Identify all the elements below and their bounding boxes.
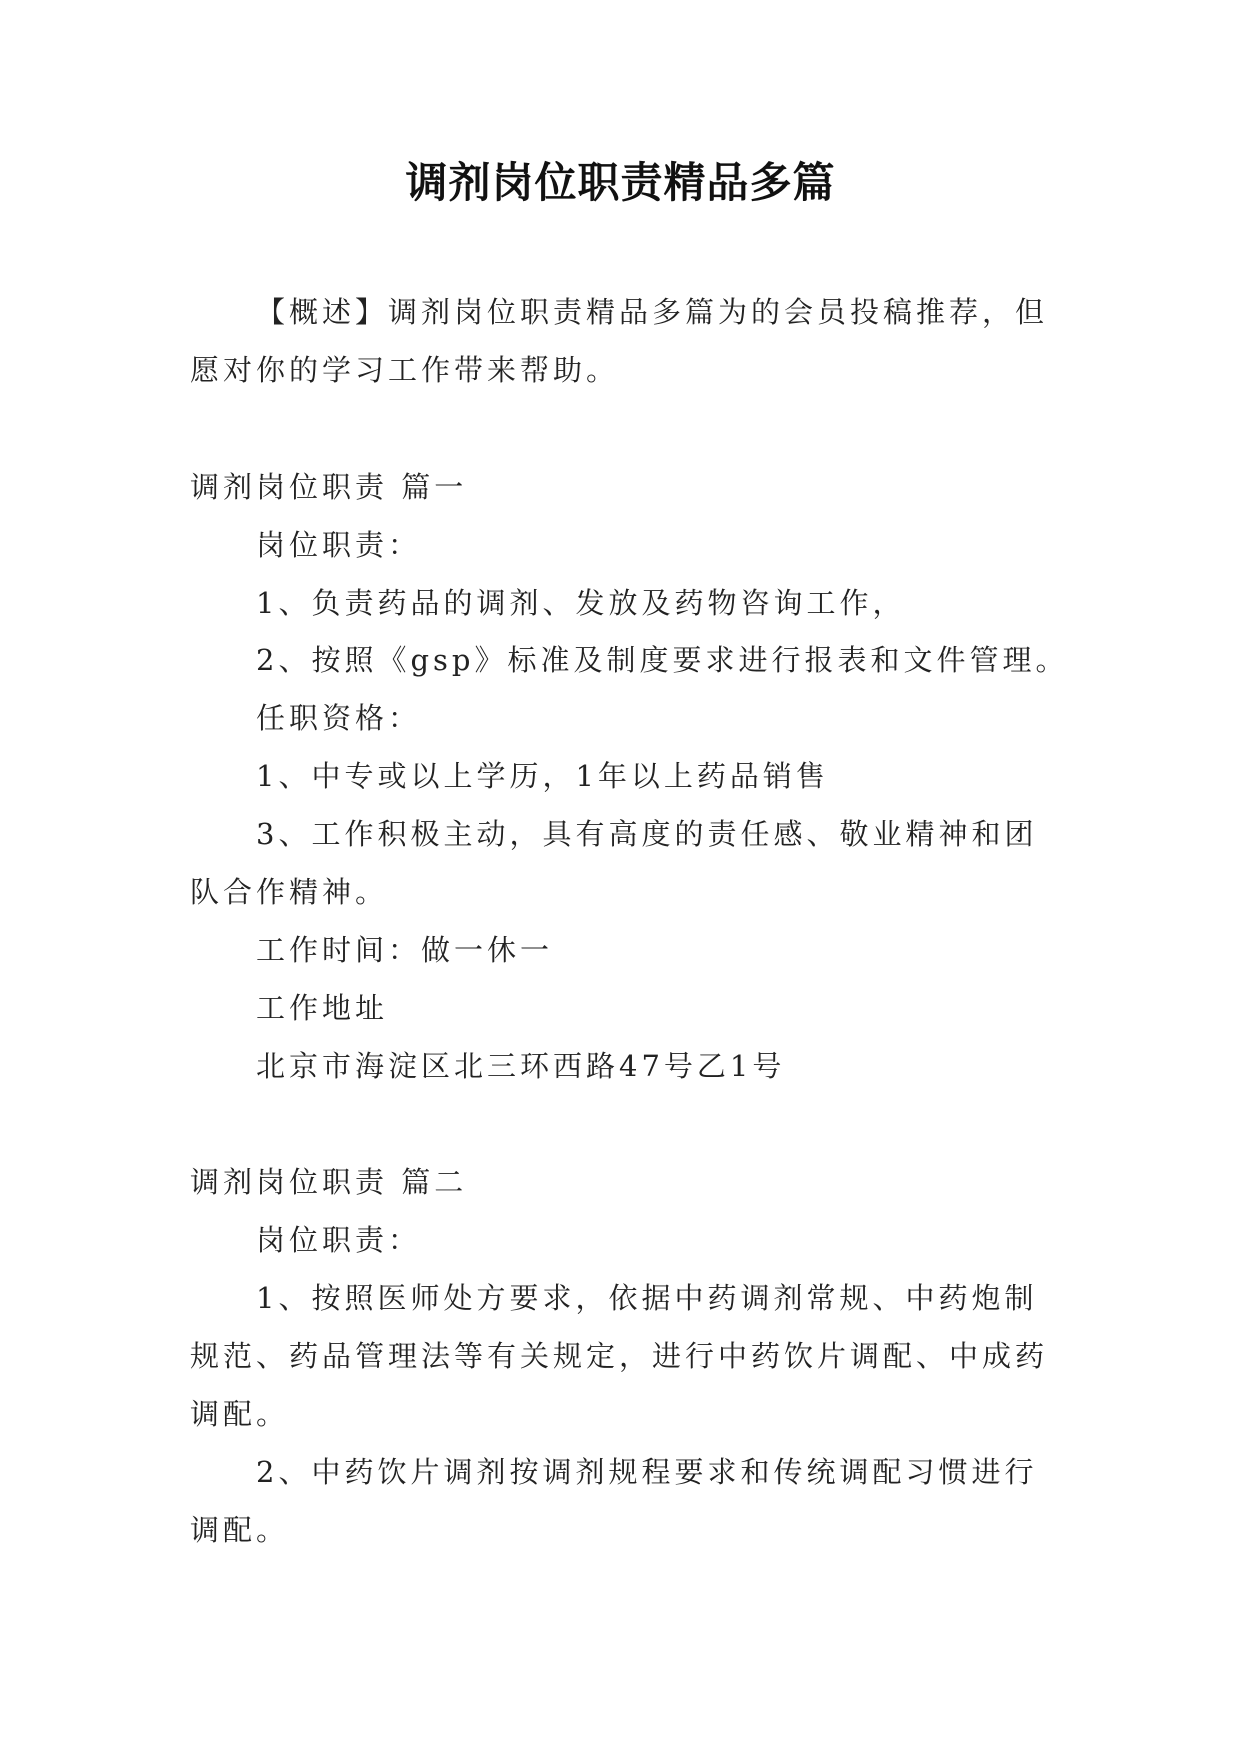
summary-line-2: 愿对你的学习工作带来帮助。 bbox=[190, 353, 620, 387]
section1-work-time: 工作时间：做一休一 bbox=[256, 933, 554, 967]
section1-address: 北京市海淀区北三环西路47号乙1号 bbox=[256, 1049, 786, 1083]
section1-qualification-3-line-2: 队合作精神。 bbox=[190, 875, 389, 909]
section2-heading: 调剂岗位职责 篇二 bbox=[190, 1165, 468, 1199]
section1-qualification-1: 1、中专或以上学历，1年以上药品销售 bbox=[256, 759, 829, 793]
section2-duty-1-line-3: 调配。 bbox=[190, 1397, 290, 1431]
section1-duty-1: 1、负责药品的调剂、发放及药物咨询工作， bbox=[256, 586, 906, 620]
section1-duties-label: 岗位职责： bbox=[256, 528, 422, 562]
section1-qualification-3-line-1: 3、工作积极主动，具有高度的责任感、敬业精神和团 bbox=[256, 817, 1038, 851]
summary-line-1: 【概述】调剂岗位职责精品多篇为的会员投稿推荐，但 bbox=[256, 295, 1049, 329]
section1-heading: 调剂岗位职责 篇一 bbox=[190, 470, 468, 504]
section1-qualification-label: 任职资格： bbox=[256, 701, 422, 735]
section2-duties-label: 岗位职责： bbox=[256, 1223, 422, 1257]
section2-duty-2-line-2: 调配。 bbox=[190, 1513, 290, 1547]
section1-address-label: 工作地址 bbox=[256, 991, 389, 1025]
section2-duty-1-line-1: 1、按照医师处方要求，依据中药调剂常规、中药炮制 bbox=[256, 1281, 1038, 1315]
document-title: 调剂岗位职责精品多篇 bbox=[405, 158, 836, 207]
section2-duty-2-line-1: 2、中药饮片调剂按调剂规程要求和传统调配习惯进行 bbox=[256, 1455, 1038, 1489]
section2-duty-1-line-2: 规范、药品管理法等有关规定，进行中药饮片调配、中成药 bbox=[190, 1339, 1049, 1373]
section1-duty-2: 2、按照《gsp》标准及制度要求进行报表和文件管理。 bbox=[256, 643, 1069, 677]
